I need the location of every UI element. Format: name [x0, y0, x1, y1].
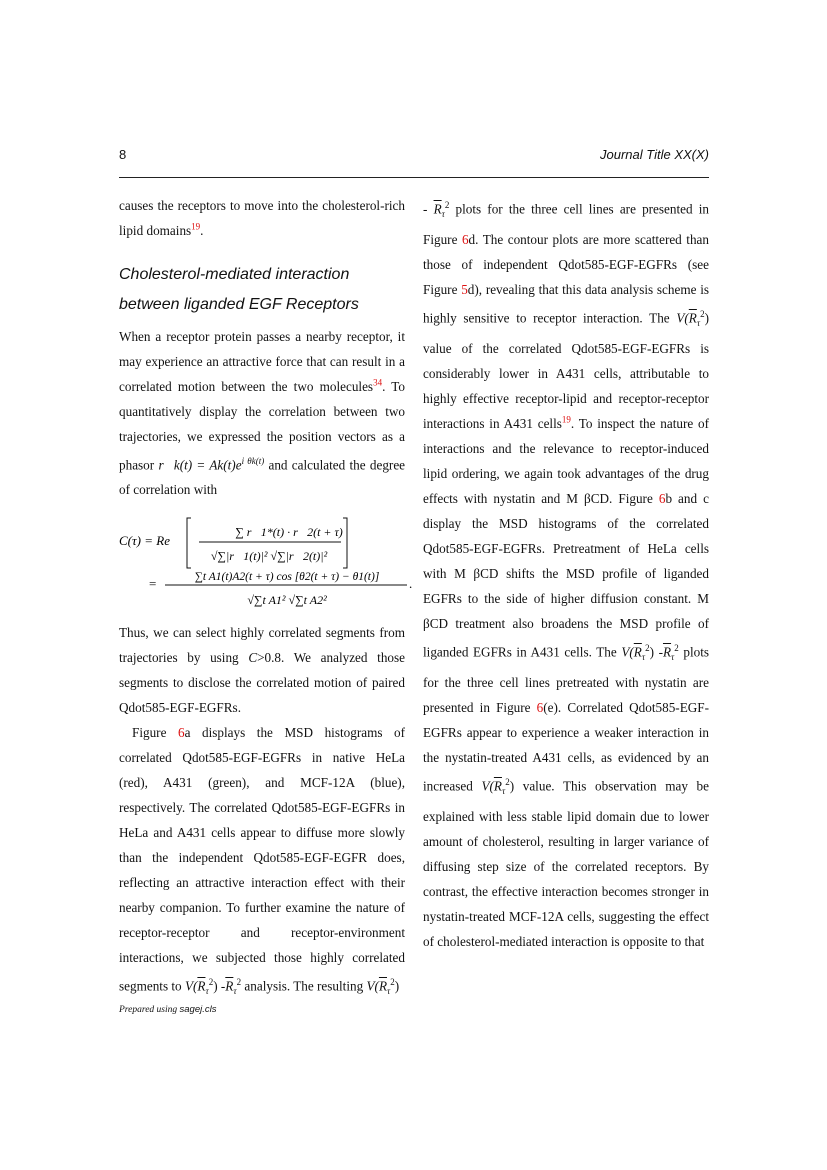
paragraph-contour: - $\overline{R}_\tau^2$ plots for the three cell lines are presented in Figure 6d. The contour plots are more scattered than those of independent Qdot585-EGF-EGFRs (see Figure 5d), revealing that this data analysis scheme is highly sensitive to receptor interaction. The $V(\overline{R}_\tau^2)$ value of the correlated Qdot585-EGF-EGFRs is considerably lower in A431 cells, attributable to highly effective receptor-lipid and receptor-receptor interactions in A431 cells$^{19}$. To inspect the nature of interactions and the relevance to receptor-induced lipid ordering, we again took advantages of the drug effects with nystatin and M βCD. Figure 6b and c display the MSD histograms of the correlated Qdot585-EGF-EGFRs. Pretreatment of HeLa cells with M βCD shifts the MSD profile of liganded EGFRs to the side of higher diffusion constant. M βCD treatment also broadens the MSD profile of liganded EGFRs in A431 cells. The $V(\overline{R}_\tau^2)$ $-\overline{R}_\tau^2$ plots for the three cell lines pretreated with nystatin are presented in Figure 6(e). Correlated Qdot585-EGF-EGFRs appear to experience a weaker interaction in the nystatin-treated A431 cells, as evidenced by an increased $V(\overline{R}_\tau^2)$ value. This observation may be explained with less stable lipid domain due to lower amount of cholesterol, resulting in larger variance of diffusing step size of the correlated receptors. By contrast, the effective interaction becomes stronger in nystatin-treated MCF-12A cells, suggesting the effect of cholesterol-mediated interaction is opposite to that — [423, 200, 710, 950]
eq-denominator-2: √∑t A1² √∑t A2² — [247, 593, 327, 608]
right-column — [423, 193, 709, 954]
figure-link-6b[interactable]: 6 — [658, 491, 666, 507]
left-column — [119, 193, 413, 1004]
journal-title: Journal Title XX(X) — [600, 147, 709, 162]
eq-denominator-1: √∑|r⃗1(t)|² √∑|r⃗2(t)|² — [210, 549, 328, 564]
paragraph-figure6a: Figure 6a displays the MSD histograms of correlated Qdot585-EGF-EGFRs in native HeLa (red), A431 (green), and MCF-12A (blue), respectively. The correlated Qdot585-EGF-EGFRs in HeLa and A431 cells appear to diffuse more slowly than the independent Qdot585-EGF-EGFR does, reflecting an attractive interaction effect with their nearby companion. To further examine the nature of receptor-receptor and receptor-environment interactions, we subjected those highly correlated segments to $V(\overline{R}_\tau^2)$ $-\overline{R}_\tau^2$ analysis. The resulting $V(\overline{R}_\tau^2)$ — [119, 725, 406, 997]
eq-numerator-1: ∑ r⃗1*(t) · r⃗2(t + τ) — [235, 525, 343, 540]
paragraph-selection: Thus, we can select highly correlated segments from trajectories by using C>0.8. We analyzed those segments to disclose the correlated motion of paired Qdot585-EGF-EGFRs. — [119, 625, 405, 716]
page-number: 8 — [119, 147, 127, 162]
correlation-equation — [119, 508, 413, 616]
eq-equals: = — [149, 576, 157, 592]
figure-link-6d[interactable]: 6 — [461, 232, 469, 248]
figure-link-5d[interactable]: 5 — [461, 282, 468, 298]
section-heading: Cholesterol-mediated interaction between liganded EGF Receptors — [119, 266, 359, 313]
footer-class-name: sagej.cls — [179, 1004, 217, 1015]
citation-19b[interactable]: 19 — [561, 414, 571, 425]
eq-period: . — [409, 576, 413, 592]
citation-19[interactable]: 19 — [191, 221, 201, 232]
paragraph-intro: causes the receptors to move into the cholesterol-rich lipid domains$^{19}$. — [119, 198, 405, 238]
figure-link-6a[interactable]: 6 — [178, 725, 185, 741]
header-rule — [119, 177, 709, 178]
paragraph-correlation: When a receptor protein passes a nearby receptor, it may experience an attractive force that can result in a correlated motion between the two molecules$^{34}$. To quantitatively display the correlation between two trajectories, we expressed the position vectors as a phasor r⃗k(t) = $Ak(t)e^{i \theta k(t)}$ and calculated the degree of correlation with — [119, 329, 406, 498]
eq-lhs: C(τ) = Re — [119, 533, 170, 549]
footer: Prepared using sagej.cls — [119, 1004, 217, 1015]
citation-34[interactable]: 34 — [373, 377, 383, 388]
eq-numerator-2: ∑t A1(t)A2(t + τ) cos [θ2(t + τ) − θ1(t)] — [194, 571, 380, 584]
figure-link-6e[interactable]: 6 — [536, 700, 544, 716]
equation-graphic — [119, 508, 419, 616]
